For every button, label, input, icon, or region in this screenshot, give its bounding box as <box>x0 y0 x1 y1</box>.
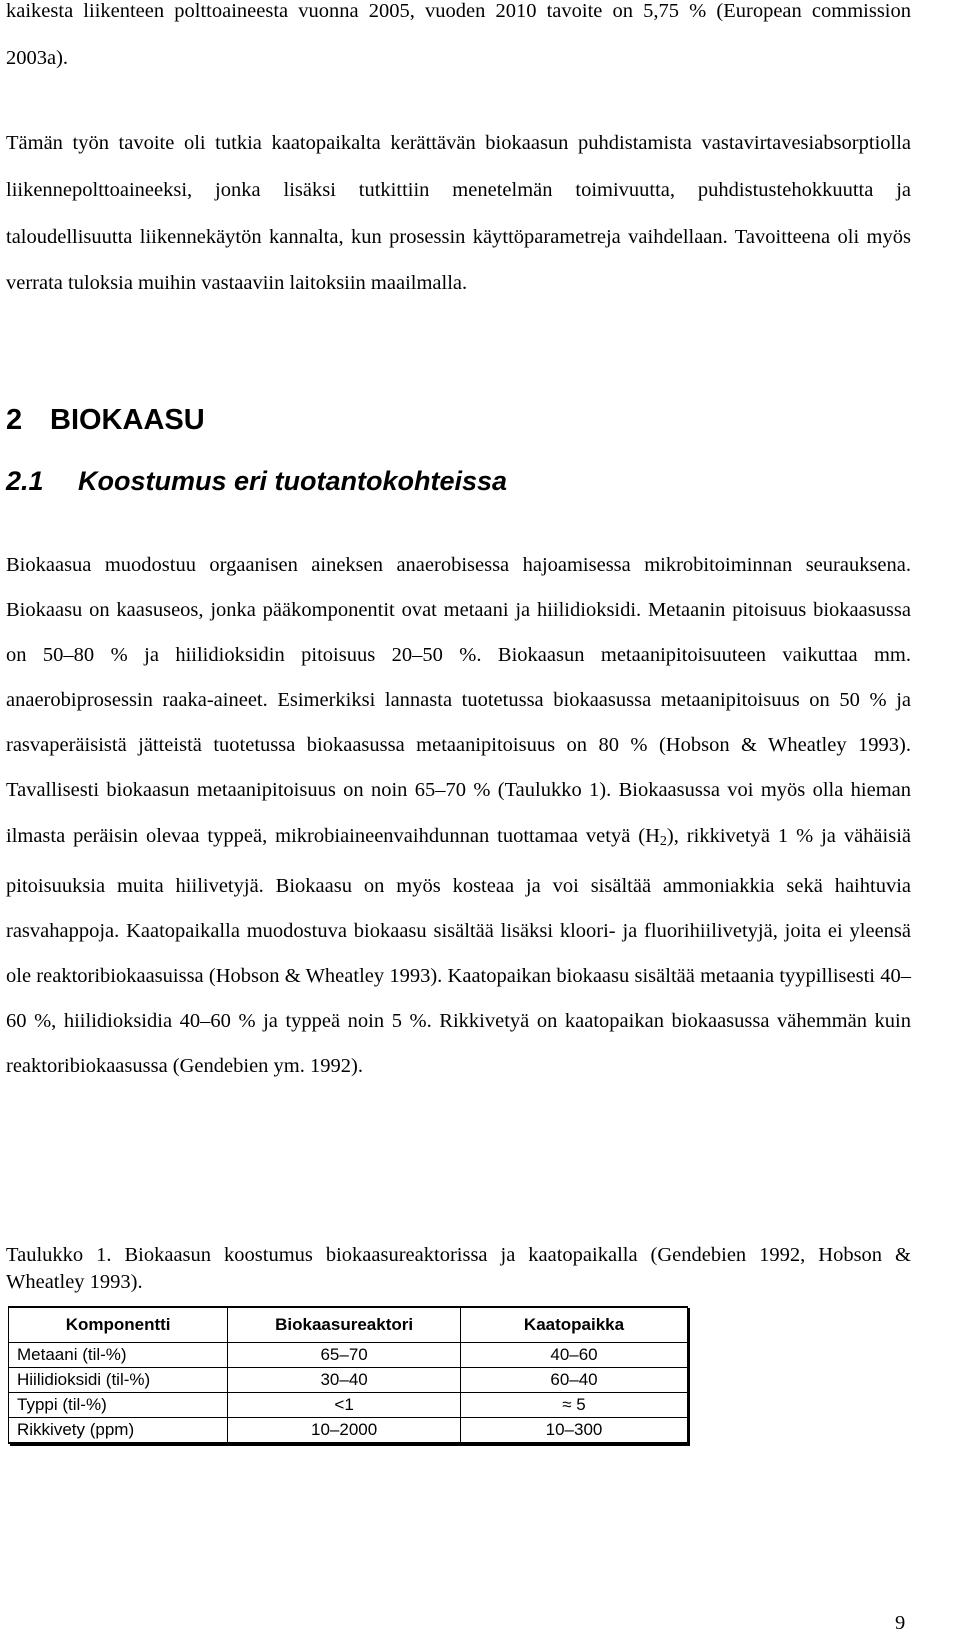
section-heading <box>6 404 205 437</box>
table-cell: Hiilidioksidi (til-%) <box>9 1368 228 1393</box>
table-cell: Typpi (til-%) <box>9 1393 228 1418</box>
table-header-cell: Komponentti <box>9 1307 228 1343</box>
table-cell: Rikkivety (ppm) <box>9 1418 228 1444</box>
goal-paragraph: Tämän työn tavoite oli tutkia kaatopaikalta kerättävän biokaasun puhdistamista vastavirtavesiabsorptiolla liikennepolttoaineeksi, jonka lisäksi tutkittiin menetelmän toimivuutta, puhdistustehokkuutta ja taloudellisuutta liikennekäytön kannalta, kun prosessin käyttöparametreja vaihdellaan. Tavoitteena oli myös verrata tuloksia muihin vastaaviin laitoksiin maailmalla. <box>6 132 911 295</box>
paragraph-text-part: ), rikkivetyä 1 % ja vähäisiä pitoisuuksia muita hiilivetyjä. Biokaasu on myös kosteaa ja voi sisältää ammoniakkia sekä haihtuvia rasvahappoja. Kaatopaikalla muodostuva biokaasu sisältää lisäksi kloori- ja fluorihiilivetyjä, joita ei yleensä ole reaktoribiokaasuissa (Hobson & Wheatley 1993). Kaatopaikan biokaasu sisältää metaania tyypillisesti 40–60 %, hiilidioksidia 40–60 % ja typpeä noin 5 %. Rikkivetyä on kaatopaikan biokaasussa vähemmän kuin reaktoribiokaasussa (Gendebien ym. 1992). <box>6 824 911 1078</box>
table-cell: 60–40 <box>461 1368 688 1393</box>
composition-paragraph <box>6 543 911 1089</box>
table-cell: <1 <box>228 1393 461 1418</box>
table-row <box>9 1418 688 1444</box>
table-caption: Taulukko 1. Biokaasun koostumus biokaasureaktorissa ja kaatopaikalla (Gendebien 1992, Hobson & Wheatley 1993). <box>6 1244 911 1293</box>
page-number: 9 <box>895 1612 906 1634</box>
table-cell: ≈ 5 <box>461 1393 688 1418</box>
table-cell: 65–70 <box>228 1343 461 1368</box>
subsection-title: Koostumus eri tuotantokohteissa <box>78 466 508 496</box>
section-number: 2 <box>6 404 23 436</box>
table-cell: 10–300 <box>461 1418 688 1444</box>
intro-paragraph: kaikesta liikenteen polttoaineesta vuonna 2005, vuoden 2010 tavoite on 5,75 % (European commission 2003a). <box>6 0 911 69</box>
subsection-number: 2.1 <box>6 466 44 496</box>
table-row <box>9 1368 688 1393</box>
table-cell: Metaani (til-%) <box>9 1343 228 1368</box>
table-cell: 30–40 <box>228 1368 461 1393</box>
table-row <box>9 1343 688 1368</box>
table-cell: 40–60 <box>461 1343 688 1368</box>
table-header-row <box>9 1307 688 1343</box>
table-cell: 10–2000 <box>228 1418 461 1444</box>
composition-table <box>8 1306 688 1444</box>
paragraph-text-part: Biokaasua muodostuu orgaanisen aineksen anaerobisessa hajoamisessa mikrobitoiminnan seurauksena. Biokaasu on kaasuseos, jonka pääkomponentit ovat metaani ja hiilidioksidi. Metaanin pitoisuus biokaasussa on 50–80 % ja hiilidioksidin pitoisuus 20–50 %. Biokaasun metaanipitoisuuteen vaikuttaa mm. anaerobiprosessin raaka-aineet. Esimerkiksi lannasta tuotetussa biokaasussa metaanipitoisuus on 50 % ja rasvaperäisistä jätteistä tuotetussa biokaasussa metaanipitoisuus on 80 % (Hobson & Wheatley 1993). Tavallisesti biokaasun metaanipitoisuus on noin 65–70 % (Taulukko 1). Biokaasussa voi myös olla hieman ilmasta peräisin olevaa typpeä, mikrobiaineenvaihdunnan tuottamaa vetyä (H <box>6 554 911 847</box>
table-row <box>9 1393 688 1418</box>
section-title: BIOKAASU <box>50 404 205 436</box>
table-header-cell: Kaatopaikka <box>461 1307 688 1343</box>
subscript: 2 <box>659 833 667 849</box>
table-header-cell: Biokaasureaktori <box>228 1307 461 1343</box>
subsection-heading <box>6 466 507 497</box>
